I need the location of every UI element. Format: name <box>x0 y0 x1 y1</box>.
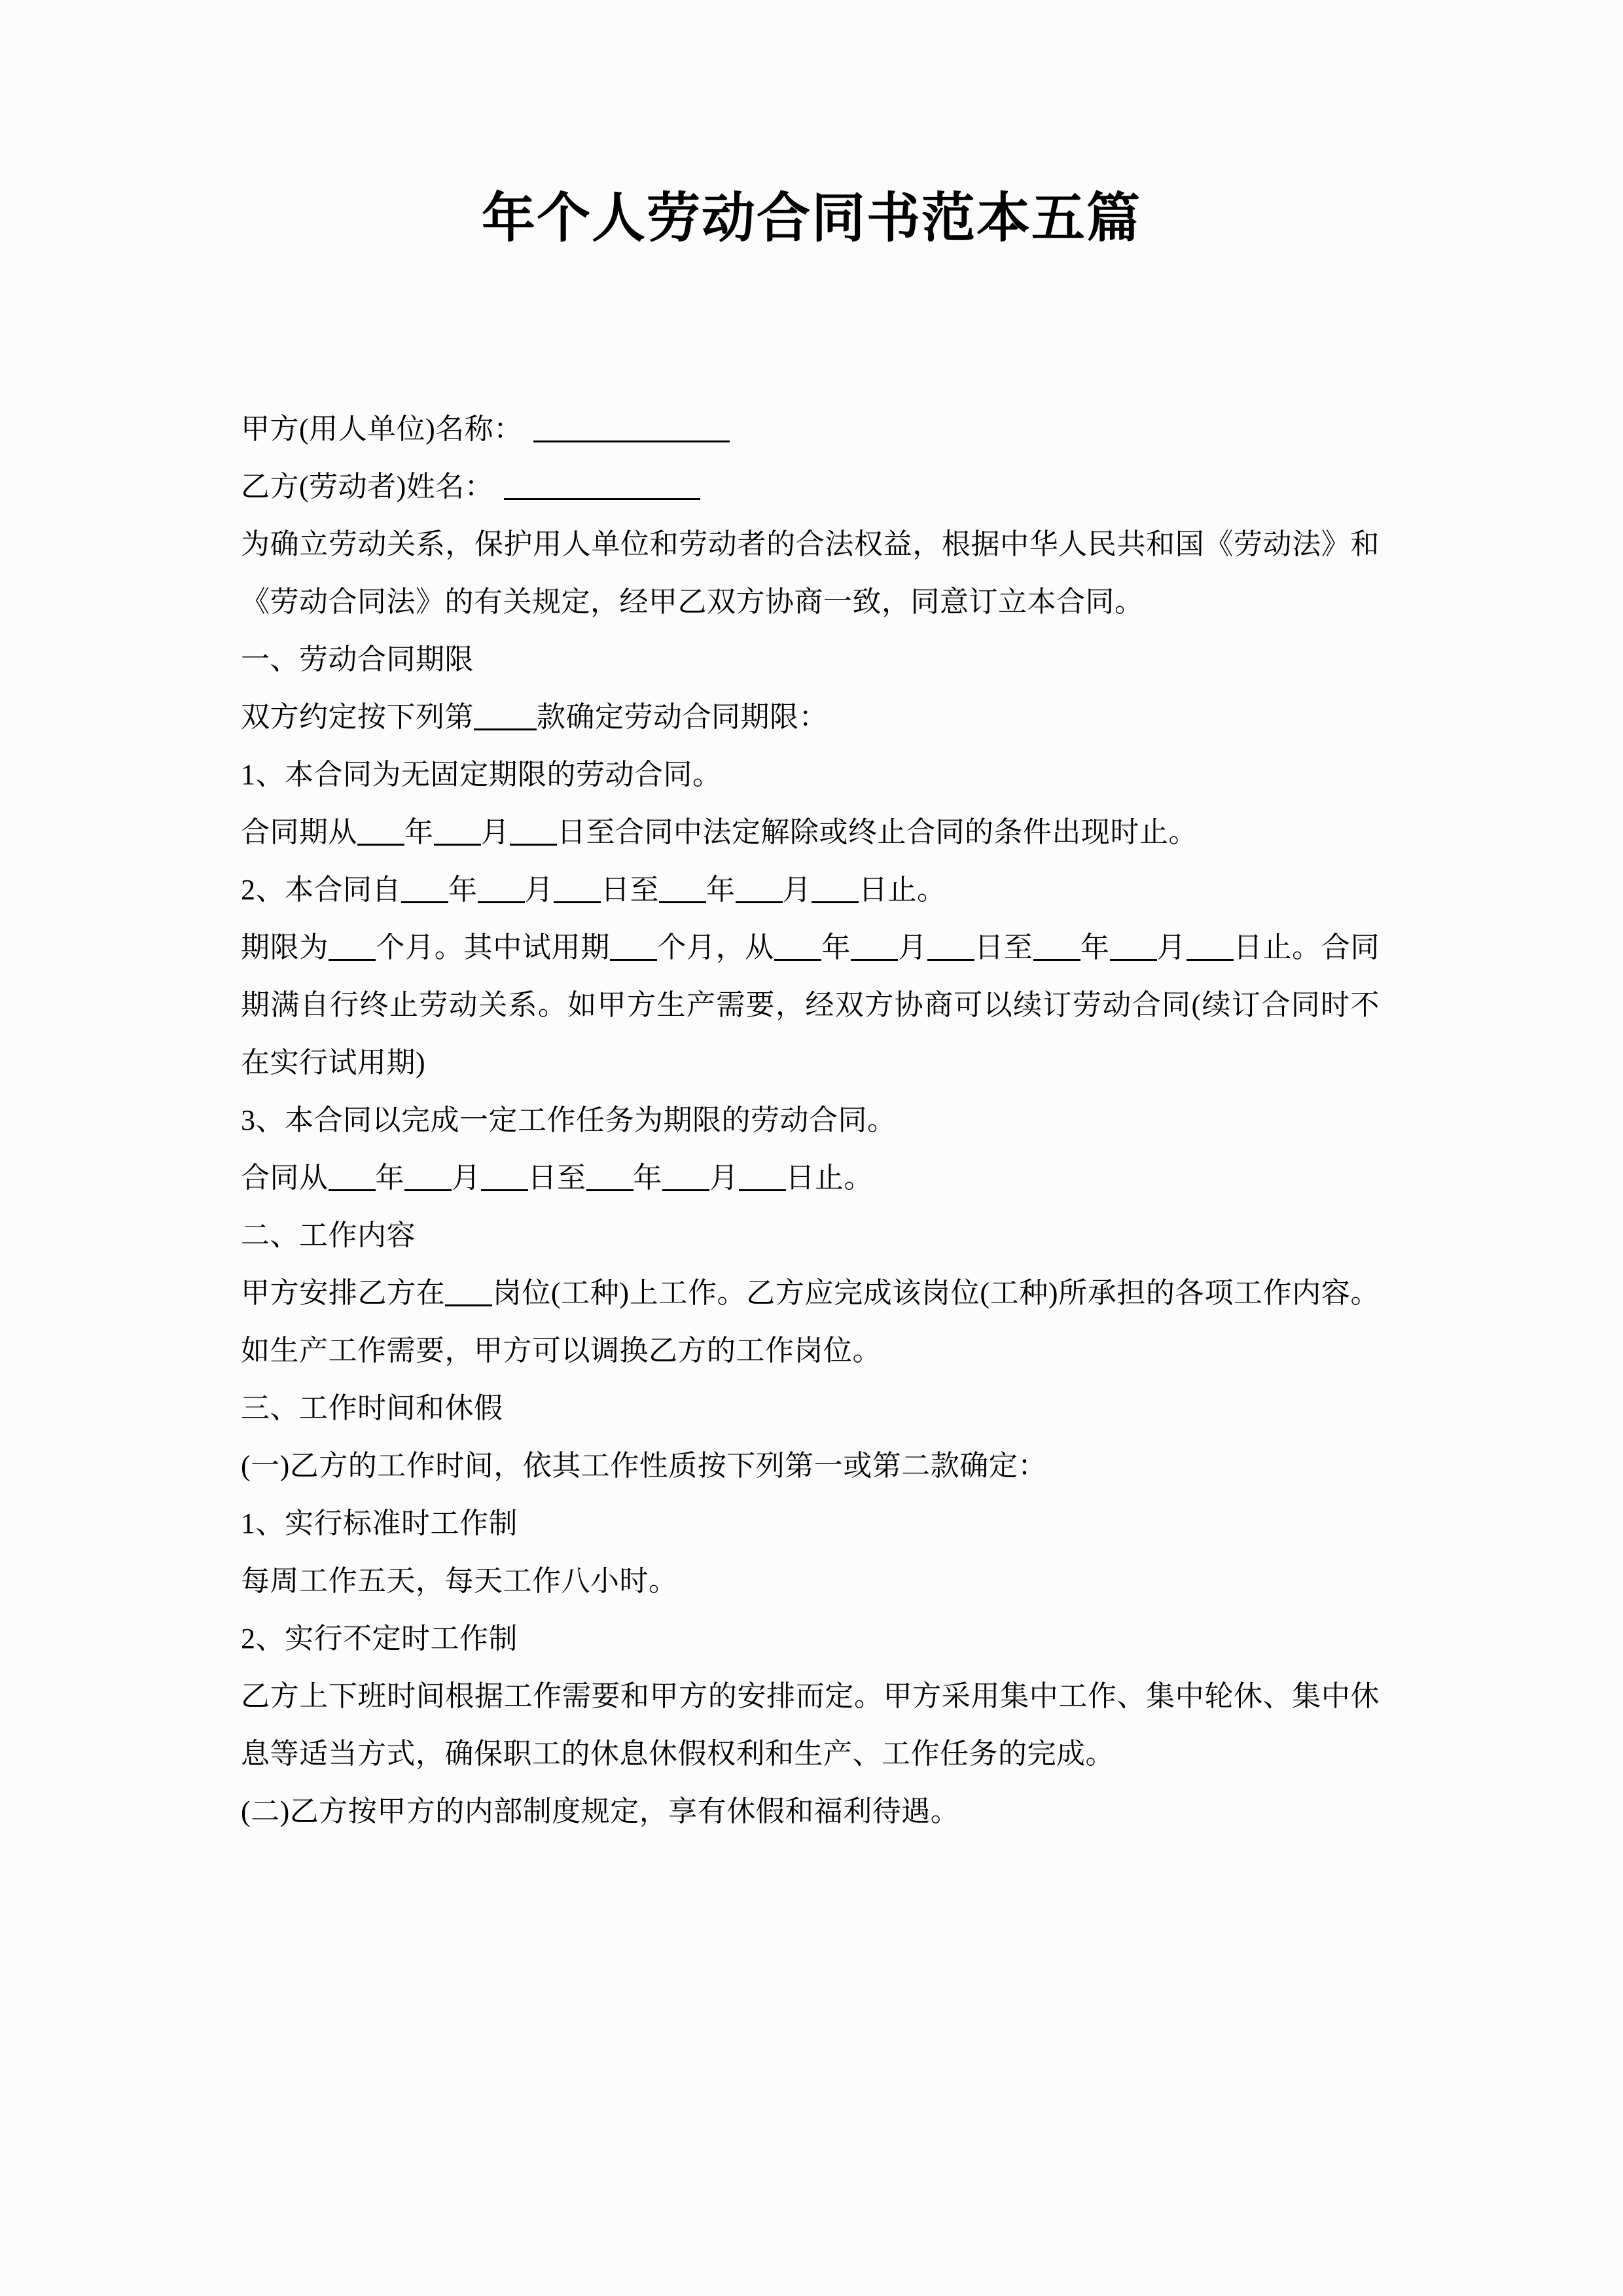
s1-intro-text-b: 款确定劳动合同期限： <box>537 701 828 733</box>
s1term-probation-start-day-blank[interactable] <box>927 958 974 961</box>
s1i1-text-b: 年 <box>404 816 434 848</box>
s1i3-text-a: 合同从 <box>241 1162 329 1194</box>
s1term-text-f: 日至 <box>974 931 1033 963</box>
s1i1-text-c: 月 <box>480 816 510 848</box>
s1term-months-blank[interactable] <box>329 958 376 961</box>
s1term-text-b: 个月。其中试用期 <box>376 931 611 963</box>
s1i3-end-month-blank[interactable] <box>662 1189 709 1191</box>
section-1-item-2 <box>241 861 1380 919</box>
s1term-probation-start-month-blank[interactable] <box>851 958 898 961</box>
s1i2-text-c: 月 <box>524 874 554 906</box>
s1i3-end-day-blank[interactable] <box>739 1189 786 1191</box>
section-1-item-1-detail <box>241 804 1380 861</box>
s1i2-text-b: 年 <box>448 874 478 906</box>
section-3-heading: 三、工作时间和休假 <box>241 1392 503 1424</box>
s1i2-text-a: 2、本合同自 <box>241 874 401 906</box>
section-1-item-3: 3、本合同以完成一定工作任务为期限的劳动合同。 <box>241 1104 897 1136</box>
s1term-text-d: 年 <box>821 931 851 963</box>
s1term-text-a: 期限为 <box>241 931 329 963</box>
s1i3-text-e: 年 <box>633 1162 662 1194</box>
s1term-text-i: 日止。合同期满自行终止劳动关系。如甲方生产需要，经双方协商可以续订劳动合同(续订合同时不在实行试用期) <box>241 931 1380 1079</box>
s1i2-start-year-blank[interactable] <box>401 901 448 903</box>
page-title: 年个人劳动合同书范本五篇 <box>481 188 1141 248</box>
s1term-probation-end-year-blank[interactable] <box>1033 958 1080 961</box>
section-1-heading: 一、劳动合同期限 <box>241 643 474 675</box>
s1i3-text-b: 年 <box>375 1162 404 1194</box>
party-b-blank[interactable] <box>504 497 700 500</box>
s1i2-text-f: 月 <box>782 874 812 906</box>
s1i2-end-day-blank[interactable] <box>812 901 859 903</box>
s1i2-start-month-blank[interactable] <box>478 901 525 903</box>
preamble-paragraph: 为确立劳动关系，保护用人单位和劳动者的合法权益，根据中华人民共和国《劳动法》和《劳动合同法》的有关规定，经甲乙双方协商一致，同意订立本合同。 <box>241 528 1380 618</box>
s1i1-text-a: 合同期从 <box>241 816 357 848</box>
section-1-item-1: 1、本合同为无固定期限的劳动合同。 <box>241 759 722 791</box>
section-3-item-2: 2、实行不定时工作制 <box>241 1623 518 1655</box>
section-2-heading: 二、工作内容 <box>241 1219 416 1251</box>
s1term-text-h: 月 <box>1156 931 1186 963</box>
s1i3-start-year-blank[interactable] <box>329 1189 376 1191</box>
s1i3-end-year-blank[interactable] <box>586 1189 633 1191</box>
s1term-probation-end-month-blank[interactable] <box>1110 958 1157 961</box>
section-1-term <box>241 919 1380 1092</box>
field-party-a <box>241 401 1380 458</box>
s2-text-a: 甲方安排乙方在 <box>241 1277 446 1309</box>
s1i1-text-d: 日至合同中法定解除或终止合同的条件出现时止。 <box>557 816 1198 848</box>
section-1-item-3-detail <box>241 1149 1380 1207</box>
s2-text-b: 岗位(工种)上工作。乙方应完成该岗位(工种)所承担的各项工作内容。如生产工作需要，甲方可以调换乙方的工作岗位。 <box>241 1277 1380 1367</box>
s1i3-start-month-blank[interactable] <box>404 1189 452 1191</box>
s1i2-text-e: 年 <box>706 874 736 906</box>
s1i1-day-blank[interactable] <box>510 843 557 846</box>
s1term-probation-end-day-blank[interactable] <box>1186 958 1234 961</box>
section-3-item-2-detail: 乙方上下班时间根据工作需要和甲方的安排而定。甲方采用集中工作、集中轮休、集中休息等适当方式，确保职工的休息休假权利和生产、工作任务的完成。 <box>241 1680 1380 1770</box>
section-3-item-1-detail: 每周工作五天，每天工作八小时。 <box>241 1565 678 1597</box>
field-party-b <box>241 458 1380 516</box>
section-1-intro <box>241 689 1380 746</box>
s1i2-end-month-blank[interactable] <box>736 901 783 903</box>
s2-position-blank[interactable] <box>445 1304 492 1306</box>
s1term-probation-months-blank[interactable] <box>610 958 657 961</box>
s1i2-text-g: 日止。 <box>859 874 946 906</box>
s1i3-text-g: 日止。 <box>785 1162 873 1194</box>
s1i3-text-c: 月 <box>452 1162 481 1194</box>
s1i3-start-day-blank[interactable] <box>481 1189 528 1191</box>
s1term-text-e: 月 <box>898 931 927 963</box>
s1i1-month-blank[interactable] <box>434 843 481 846</box>
s1term-probation-start-year-blank[interactable] <box>774 958 821 961</box>
s1i2-start-day-blank[interactable] <box>554 901 601 903</box>
s1i3-text-f: 月 <box>709 1162 739 1194</box>
document-body <box>241 401 1380 1840</box>
section-2-body <box>241 1265 1380 1380</box>
section-3-intro: (一)乙方的工作时间，依其工作性质按下列第一或第二款确定： <box>241 1450 1047 1482</box>
party-b-label: 乙方(劳动者)姓名： <box>241 471 494 503</box>
section-3-clause-2: (二)乙方按甲方的内部制度规定，享有休假和福利待遇。 <box>241 1795 960 1827</box>
s1i2-text-d: 日至 <box>601 874 659 906</box>
s1i3-text-d: 日至 <box>527 1162 586 1194</box>
s1-clause-number-blank[interactable] <box>474 728 537 730</box>
party-a-blank[interactable] <box>533 440 730 442</box>
section-3-item-1: 1、实行标准时工作制 <box>241 1507 518 1539</box>
s1i1-year-blank[interactable] <box>357 843 404 846</box>
s1i2-end-year-blank[interactable] <box>659 901 706 903</box>
party-a-label: 甲方(用人单位)名称： <box>241 413 523 445</box>
s1term-text-c: 个月，从 <box>657 931 775 963</box>
s1-intro-text-a: 双方约定按下列第 <box>241 701 474 733</box>
s1term-text-g: 年 <box>1080 931 1110 963</box>
